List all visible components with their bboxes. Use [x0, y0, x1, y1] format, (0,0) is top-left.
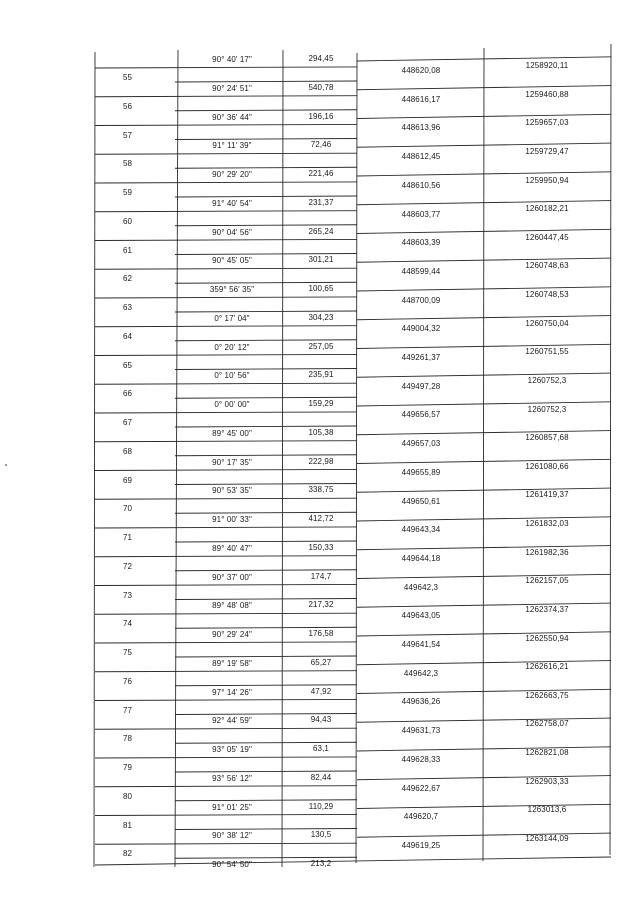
row-divider-left: [95, 326, 357, 327]
x-coordinate-cell: 448610,56: [401, 180, 441, 190]
point-number-cell: 58: [123, 159, 133, 169]
row-divider-left: [95, 699, 357, 700]
length-cell: 82,44: [310, 772, 332, 782]
length-cell: 301,21: [308, 255, 334, 265]
angle-cell: 90° 40' 17": [212, 55, 252, 64]
point-number-cell: 63: [123, 303, 133, 312]
x-coordinate-cell: 449497,28: [401, 381, 441, 391]
length-cell: 217,32: [308, 600, 334, 610]
y-coordinate-cell: 1260751,55: [525, 347, 569, 357]
point-number-cell: 78: [123, 734, 133, 744]
row-divider-left: [95, 268, 357, 269]
angle-cell: 89° 19' 58": [212, 658, 252, 668]
x-coordinate-cell: 449656,57: [401, 410, 441, 420]
point-number-cell: 55: [123, 73, 133, 82]
point-number-cell: 60: [123, 216, 133, 226]
y-coordinate-cell: 1260748,63: [525, 261, 569, 271]
point-number-cell: 70: [123, 504, 133, 514]
point-number-cell: 67: [123, 418, 133, 427]
angle-cell: 93° 56' 12": [212, 773, 252, 783]
length-cell: 235,91: [308, 370, 334, 380]
column-line-point: [175, 50, 178, 867]
column-line-angle: [282, 50, 283, 867]
row-divider-left: [95, 498, 357, 499]
x-coordinate-cell: 449643,34: [401, 525, 441, 535]
row-divider-left: [95, 642, 357, 643]
length-cell: 265,24: [308, 226, 334, 236]
angle-cell-last: 90° 54' 50": [212, 860, 252, 869]
length-cell: 47,92: [310, 686, 332, 696]
y-coordinate-cell: 1260447,45: [525, 232, 569, 242]
y-coordinate-cell: 1262616,21: [525, 662, 569, 672]
row-divider-left: [95, 843, 357, 844]
angle-cell: 0° 00' 00": [214, 400, 250, 409]
y-coordinate-cell: 1262550,94: [525, 633, 569, 643]
length-cell: 63,1: [313, 744, 329, 753]
x-coordinate-cell: 448613,96: [401, 123, 441, 133]
point-number-cell: 69: [123, 475, 133, 485]
length-cell: 94,43: [310, 715, 332, 725]
x-coordinate-cell: 449642,3: [403, 668, 439, 678]
y-coordinate-cell: 1261080,66: [525, 461, 569, 471]
angle-cell: 89° 48' 08": [212, 601, 252, 611]
point-number-cell: 57: [123, 130, 133, 140]
angle-cell: 0° 10' 56": [214, 371, 250, 381]
angle-cell: 90° 37' 00": [212, 572, 252, 582]
point-number-cell: 62: [123, 274, 133, 284]
length-cell: 221,46: [308, 169, 334, 178]
y-coordinate-cell: 1258920,11: [525, 61, 569, 70]
length-cell: 257,05: [308, 341, 334, 351]
x-coordinate-cell: 448620,08: [401, 66, 441, 75]
length-cell: 100,65: [308, 284, 334, 293]
row-divider-left: [95, 527, 357, 528]
y-coordinate-cell: 1262821,08: [525, 748, 569, 758]
point-number-cell: 76: [123, 676, 133, 686]
x-coordinate-cell: 449261,37: [401, 353, 441, 362]
y-coordinate-cell: 1262758,07: [525, 719, 569, 729]
row-divider-left: [95, 182, 357, 183]
y-coordinate-cell: 1263144,09: [525, 834, 569, 843]
angle-cell: 91° 11' 39": [212, 141, 252, 151]
angle-cell: 90° 17' 35": [212, 457, 252, 467]
length-cell: 72,46: [310, 140, 332, 150]
angle-cell: 90° 04' 56": [212, 227, 252, 237]
row-divider-left: [95, 728, 357, 729]
angle-cell: 89° 45' 00": [212, 428, 252, 438]
angle-cell: 91° 40' 54": [212, 198, 252, 208]
angle-cell: 359° 56' 35": [209, 285, 255, 294]
point-number-cell: 77: [123, 705, 133, 715]
row-divider-left: [95, 412, 357, 413]
row-divider-left: [95, 556, 357, 557]
y-coordinate-cell: 1259460,88: [525, 89, 569, 99]
point-number-cell: 72: [123, 561, 133, 571]
x-coordinate-cell: 449657,03: [401, 439, 441, 449]
x-coordinate-cell: 449628,33: [401, 754, 441, 764]
row-divider-left: [95, 383, 357, 384]
y-coordinate-cell: 1259950,94: [525, 175, 569, 185]
row-divider-left: [95, 211, 357, 212]
y-coordinate-cell: 1262903,33: [525, 776, 569, 786]
angle-cell: 90° 36' 44": [212, 112, 252, 122]
y-coordinate-cell: 1262157,05: [525, 576, 569, 586]
scan-speck: [5, 464, 7, 466]
length-cell: 304,23: [308, 312, 334, 322]
x-coordinate-cell: 448616,17: [401, 94, 441, 104]
row-divider-left: [95, 613, 357, 614]
y-coordinate-cell: 1260182,21: [525, 204, 569, 214]
y-coordinate-cell: 1262663,75: [525, 690, 569, 700]
y-coordinate-cell: 1260748,53: [525, 290, 569, 300]
row-divider-left: [95, 354, 357, 355]
y-coordinate-cell: 1260752,3: [527, 404, 567, 414]
row-divider-left: [95, 124, 357, 125]
angle-cell: 0° 17' 04": [214, 313, 250, 323]
x-coordinate-cell: 449619,25: [401, 840, 441, 850]
length-cell: 231,37: [308, 197, 334, 207]
angle-cell: 89° 40' 47": [212, 543, 252, 553]
length-cell: 65,27: [310, 657, 332, 667]
angle-cell: 90° 24' 51": [212, 83, 252, 93]
angle-cell: 90° 29' 24": [212, 630, 252, 639]
length-cell: 222,98: [308, 456, 334, 466]
point-number-cell: 66: [123, 389, 133, 399]
point-number-cell: 82: [123, 849, 133, 859]
length-cell: 176,58: [308, 629, 334, 638]
angle-cell: 90° 38' 12": [212, 831, 252, 841]
row-divider-left: [95, 96, 357, 97]
angle-cell: 91° 01' 25": [212, 802, 252, 812]
row-divider-left: [95, 297, 357, 298]
x-coordinate-cell: 449650,61: [401, 496, 441, 506]
length-cell: 174,7: [310, 571, 332, 581]
y-coordinate-cell: 1259657,03: [525, 118, 569, 128]
column-line-left: [94, 52, 95, 867]
x-coordinate-cell: 449622,67: [401, 783, 441, 793]
x-coordinate-cell: 449644,18: [401, 553, 441, 563]
column-line-x: [483, 48, 484, 861]
point-number-cell: 73: [123, 590, 133, 600]
length-cell: 412,72: [308, 514, 334, 523]
y-coordinate-cell: 1261419,37: [525, 490, 569, 500]
length-cell-last: 213,2: [310, 859, 332, 868]
x-coordinate-cell: 448603,39: [401, 238, 441, 248]
angle-cell: 90° 53' 35": [212, 486, 252, 496]
angle-cell: 0° 20' 12": [214, 342, 250, 352]
point-number-cell: 74: [123, 619, 133, 629]
angle-cell: 92° 44' 59": [212, 716, 252, 726]
length-cell: 294,45: [308, 54, 334, 63]
y-coordinate-cell: 1261982,36: [525, 547, 569, 557]
x-coordinate-cell: 449642,3: [403, 582, 439, 592]
y-coordinate-cell: 1260857,68: [525, 433, 569, 443]
x-coordinate-cell: 448700,09: [401, 295, 441, 305]
point-number-cell: 64: [123, 331, 133, 341]
y-coordinate-cell: 1263013,6: [527, 805, 567, 815]
length-cell: 540,78: [308, 82, 334, 92]
x-coordinate-cell: 449620,7: [403, 812, 439, 822]
x-coordinate-cell: 448612,45: [401, 152, 441, 162]
row-divider-left: [95, 153, 357, 154]
x-coordinate-cell: 449641,54: [401, 640, 441, 649]
length-cell: 159,29: [308, 399, 334, 408]
point-number-cell: 71: [123, 533, 133, 542]
y-coordinate-cell: 1259729,47: [525, 146, 569, 156]
y-coordinate-cell: 1262374,37: [525, 604, 569, 614]
row-divider-left: [95, 584, 357, 585]
row-divider-left: [95, 441, 357, 442]
row-divider-left: [95, 671, 357, 672]
column-line-right: [610, 44, 611, 855]
point-number-cell: 61: [123, 245, 133, 255]
x-coordinate-cell: 449643,05: [401, 611, 441, 621]
angle-cell: 91° 00' 33": [212, 515, 252, 524]
point-number-cell: 59: [123, 188, 133, 197]
length-cell: 105,38: [308, 427, 334, 437]
point-number-cell: 75: [123, 648, 133, 657]
y-coordinate-cell: 1261832,03: [525, 519, 569, 529]
y-coordinate-cell: 1260752,3: [527, 375, 567, 385]
x-coordinate-cell: 448599,44: [401, 266, 441, 276]
length-cell: 196,16: [308, 111, 334, 121]
point-number-cell: 65: [123, 360, 133, 370]
point-number-cell: 68: [123, 446, 133, 456]
x-coordinate-cell: 449004,32: [401, 324, 441, 334]
length-cell: 338,75: [308, 485, 334, 495]
angle-cell: 93° 05' 19": [212, 745, 252, 754]
length-cell: 110,29: [308, 801, 334, 811]
y-coordinate-cell: 1260750,04: [525, 318, 569, 328]
angle-cell: 90° 45' 05": [212, 256, 252, 266]
x-coordinate-cell: 448603,77: [401, 209, 441, 219]
point-number-cell: 81: [123, 820, 133, 830]
length-cell: 130,5: [310, 830, 332, 840]
point-number-cell: 79: [123, 763, 133, 772]
row-divider-left: [95, 239, 357, 240]
row-divider-left: [95, 469, 357, 470]
point-number-cell: 80: [123, 791, 133, 801]
row-divider-left: [95, 757, 357, 758]
x-coordinate-cell: 449631,73: [401, 726, 441, 736]
x-coordinate-cell: 449655,89: [401, 467, 441, 477]
point-number-cell: 56: [123, 101, 133, 111]
angle-cell: 97° 14' 26": [212, 687, 252, 697]
row-divider-left: [95, 67, 357, 68]
row-divider-left: [95, 814, 357, 815]
angle-cell: 90° 29' 20": [212, 170, 252, 179]
length-cell: 150,33: [308, 542, 334, 552]
row-divider-left: [95, 786, 357, 787]
x-coordinate-cell: 449636,26: [401, 697, 441, 707]
column-line-length: [356, 53, 357, 863]
